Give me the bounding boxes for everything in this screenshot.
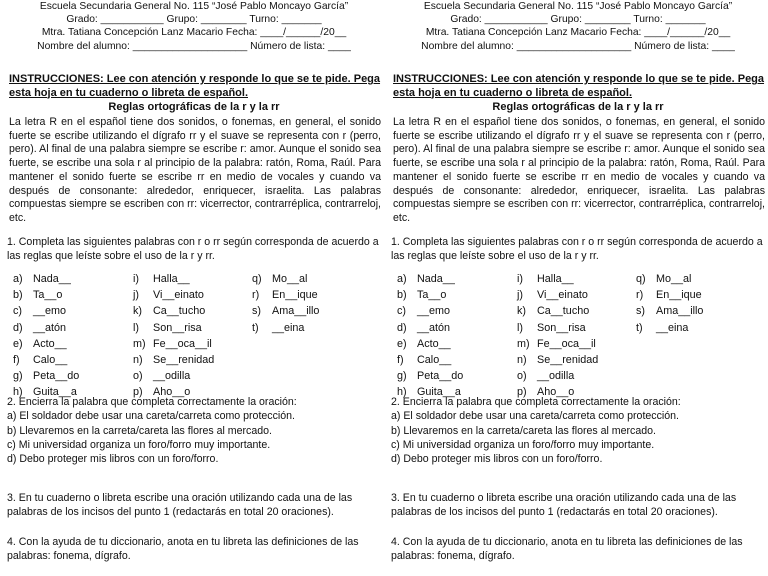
word-item-letter: o) <box>517 370 527 383</box>
grade-line: Grado: ___________ Grupo: ________ Turno: _______ <box>66 14 322 26</box>
question-2 <box>7 395 381 466</box>
word-item <box>636 287 703 303</box>
word-item-letter: s) <box>252 305 261 318</box>
word-item-letter: k) <box>517 305 526 318</box>
teacher-line: Mtra. Tatiana Concepción Lanz Macario Fecha: ____/______/20__ <box>425 27 731 39</box>
question-2 <box>391 395 765 466</box>
section-title: Reglas ortográficas de la r y la rr <box>108 101 280 113</box>
word-item-text: __eina <box>272 321 305 334</box>
word-item-text: __emo <box>417 305 451 318</box>
word-item <box>133 336 214 352</box>
word-item-letter: q) <box>252 273 262 285</box>
header <box>7 0 381 53</box>
word-item-letter: e) <box>13 337 23 350</box>
word-item-text: Ca__tucho <box>537 305 590 318</box>
word-item-text: Se__renidad <box>153 353 215 366</box>
word-item <box>133 320 214 336</box>
word-item-text: __emo <box>33 305 67 318</box>
word-item <box>397 271 463 287</box>
question-2-item: a) El soldador debe usar una careta/carreta como protección. <box>391 410 679 423</box>
word-item <box>397 320 463 336</box>
word-item <box>13 287 79 303</box>
word-item <box>517 287 598 303</box>
word-item-letter: f) <box>397 353 404 366</box>
word-column <box>397 271 463 399</box>
question-1: 1. Completa las siguientes palabras con r o rr según corresponda de acuerdo a las reglas que leíste sobre el uso de la r y rr. <box>391 236 763 262</box>
word-item <box>517 336 598 352</box>
word-item <box>133 287 214 303</box>
word-item <box>636 320 703 336</box>
word-column <box>252 271 319 336</box>
word-column <box>13 271 79 399</box>
word-item-text: Son__risa <box>153 321 202 334</box>
question-4: 4. Con la ayuda de tu diccionario, anota en tu libreta las definiciones de las palabras: fonema, dígrafo. <box>7 536 359 562</box>
word-item-text: Aho__o <box>153 386 191 399</box>
word-item-letter: j) <box>133 289 139 302</box>
word-item <box>133 368 214 384</box>
word-item-letter: n) <box>133 353 143 366</box>
word-item-text: Ta__o <box>417 289 447 302</box>
word-item-text: Ta__o <box>33 289 63 302</box>
word-item-text: Fe__oca__il <box>537 337 596 350</box>
word-item-text: Halla__ <box>537 273 574 285</box>
word-item-letter: k) <box>133 305 142 318</box>
word-column <box>517 271 598 399</box>
word-item-text: Son__risa <box>537 321 586 334</box>
question-2-prompt: 2. Encierra la palabra que completa correctamente la oración: <box>391 396 681 408</box>
word-list <box>391 271 765 399</box>
word-item <box>13 303 79 319</box>
word-item-text: Ca__tucho <box>153 305 206 318</box>
grade-line: Grado: ___________ Grupo: ________ Turno: _______ <box>450 14 706 26</box>
word-item <box>13 352 79 368</box>
instructions: INSTRUCCIONES: Lee con atención y responde lo que se te pide. Pega esta hoja en tu cuaderno o libreta de español. <box>393 73 765 99</box>
word-item-letter: h) <box>397 386 407 399</box>
word-item <box>517 303 598 319</box>
word-item-letter: o) <box>133 370 143 383</box>
word-item-text: Nada__ <box>33 273 71 285</box>
word-item-text: Halla__ <box>153 273 190 285</box>
word-item-letter: a) <box>397 273 407 285</box>
word-item <box>13 320 79 336</box>
word-item-text: Nada__ <box>417 273 455 285</box>
word-item-text: Mo__al <box>272 273 308 285</box>
student-name-line: Nombre del alumno: ____________________ Número de lista: ____ <box>421 40 735 52</box>
question-2-item: d) Debo proteger mis libros con un foro/forro. <box>391 453 603 466</box>
question-1: 1. Completa las siguientes palabras con r o rr según corresponda de acuerdo a las reglas que leíste sobre el uso de la r y rr. <box>7 236 379 262</box>
question-4: 4. Con la ayuda de tu diccionario, anota en tu libreta las definiciones de las palabras: fonema, dígrafo. <box>391 536 743 562</box>
question-2-item: a) El soldador debe usar una careta/carreta como protección. <box>7 410 295 423</box>
word-item <box>397 368 463 384</box>
word-item-letter: p) <box>133 386 143 399</box>
word-item <box>13 271 79 287</box>
word-item-text: Calo__ <box>33 353 68 366</box>
header <box>391 0 765 53</box>
question-2-item: c) Mi universidad organiza un foro/forro muy importante. <box>7 438 271 451</box>
word-item <box>133 352 214 368</box>
word-item-text: Vi__einato <box>537 289 588 302</box>
word-item-letter: h) <box>13 386 23 399</box>
word-item <box>252 287 319 303</box>
word-item <box>397 287 463 303</box>
word-item <box>252 271 319 287</box>
word-item-text: Vi__einato <box>153 289 204 302</box>
word-item <box>517 271 598 287</box>
school-name: Escuela Secundaria General No. 115 “José Pablo Moncayo García” <box>423 1 733 12</box>
word-item-letter: i) <box>517 273 523 285</box>
question-2-item: b) Llevaremos en la carreta/careta las flores al mercado. <box>391 424 656 437</box>
word-list <box>7 271 381 399</box>
word-item <box>636 271 703 287</box>
word-item-letter: b) <box>13 289 23 302</box>
word-item <box>13 368 79 384</box>
word-item-letter: g) <box>13 370 23 383</box>
word-item-letter: d) <box>397 321 407 334</box>
word-item <box>397 336 463 352</box>
word-item <box>133 271 214 287</box>
word-item-text: Peta__do <box>417 370 464 383</box>
word-item <box>517 320 598 336</box>
word-item-text: Aho__o <box>537 386 575 399</box>
word-item <box>517 368 598 384</box>
word-item-letter: g) <box>397 370 407 383</box>
word-item-letter: c) <box>13 305 22 318</box>
word-item-text: __odilla <box>153 370 191 383</box>
word-item-letter: a) <box>13 273 23 285</box>
word-item-text: Acto__ <box>33 337 67 350</box>
question-2-item: d) Debo proteger mis libros con un foro/forro. <box>7 453 219 466</box>
word-item-letter: l) <box>517 321 523 334</box>
word-item-letter: m) <box>517 337 530 350</box>
word-item-letter: p) <box>517 386 527 399</box>
word-item-text: Ama__illo <box>272 305 320 318</box>
word-item-letter: q) <box>636 273 646 285</box>
question-2-prompt: 2. Encierra la palabra que completa correctamente la oración: <box>7 396 297 408</box>
word-item <box>13 336 79 352</box>
word-item-letter: d) <box>13 321 23 334</box>
word-item-text: Guita__a <box>417 386 461 399</box>
word-item-text: Se__renidad <box>537 353 599 366</box>
word-item-letter: r) <box>636 289 644 302</box>
word-item-letter: j) <box>517 289 523 302</box>
word-column <box>133 271 214 399</box>
question-3: 3. En tu cuaderno o libreta escribe una oración utilizando cada una de las palabras de los incisos del punto 1 (redactarás en total 20 oraciones). <box>7 492 353 518</box>
word-item <box>397 303 463 319</box>
word-item-letter: m) <box>133 337 146 350</box>
word-item-letter: l) <box>133 321 139 334</box>
word-item <box>397 352 463 368</box>
word-item-letter: s) <box>636 305 645 318</box>
word-item-text: Calo__ <box>417 353 452 366</box>
instructions: INSTRUCCIONES: Lee con atención y responde lo que se te pide. Pega esta hoja en tu cuaderno o libreta de español. <box>9 73 381 99</box>
word-item <box>636 303 703 319</box>
word-item-letter: c) <box>397 305 406 318</box>
word-item <box>133 303 214 319</box>
word-item-letter: n) <box>517 353 527 366</box>
rules-paragraph: La letra R en el español tiene dos sonidos, o fonemas, en general, el sonido fuerte se escribe utilizando el dígrafo rr y el suave se representa con r (perro, pero). Al final de una palabra siempre se escribe r: amor. Aunque el sonido sea fuerte, se escribe una sola r al principio de la palabra: ratón, Roma, Raúl. Para mantener el sonido fuerte se escribe rr en medio de vocales y cuando va después de consonante: alrededor, enriquecer, israelita. Las palabras compuestas siempre se escriben con rr: vicerrector, contrarréplica, contrarreloj, etc. <box>393 116 765 224</box>
word-item-letter: f) <box>13 353 20 366</box>
word-column <box>636 271 703 336</box>
word-item <box>517 352 598 368</box>
section-title: Reglas ortográficas de la r y la rr <box>492 101 664 113</box>
teacher-line: Mtra. Tatiana Concepción Lanz Macario Fecha: ____/______/20__ <box>41 27 347 39</box>
question-2-item: b) Llevaremos en la carreta/careta las flores al mercado. <box>7 424 272 437</box>
school-name: Escuela Secundaria General No. 115 “José Pablo Moncayo García” <box>39 1 349 12</box>
word-item-letter: r) <box>252 289 260 302</box>
worksheet-left <box>7 0 381 576</box>
word-item <box>252 320 319 336</box>
word-item-text: Fe__oca__il <box>153 337 212 350</box>
word-item-text: Guita__a <box>33 386 77 399</box>
student-name-line: Nombre del alumno: ____________________ Número de lista: ____ <box>37 40 351 52</box>
word-item-text: __eina <box>656 321 689 334</box>
word-item-text: En__ique <box>272 289 318 302</box>
word-item-letter: t) <box>252 321 259 334</box>
word-item-text: Mo__al <box>656 273 692 285</box>
word-item-text: __atón <box>417 321 451 334</box>
question-3: 3. En tu cuaderno o libreta escribe una oración utilizando cada una de las palabras de los incisos del punto 1 (redactarás en total 20 oraciones). <box>391 492 737 518</box>
word-item-letter: b) <box>397 289 407 302</box>
word-item-text: Acto__ <box>417 337 451 350</box>
word-item-text: __atón <box>33 321 67 334</box>
word-item-text: En__ique <box>656 289 702 302</box>
rules-paragraph: La letra R en el español tiene dos sonidos, o fonemas, en general, el sonido fuerte se escribe utilizando el dígrafo rr y el suave se representa con r (perro, pero). Al final de una palabra siempre se escribe r: amor. Aunque el sonido sea fuerte, se escribe una sola r al principio de la palabra: ratón, Roma, Raúl. Para mantener el sonido fuerte se escribe rr en medio de vocales y cuando va después de consonante: alrededor, enriquecer, israelita. Las palabras compuestas siempre se escriben con rr: vicerrector, contrarréplica, contrarreloj, etc. <box>9 116 381 224</box>
word-item-text: Ama__illo <box>656 305 704 318</box>
question-2-item: c) Mi universidad organiza un foro/forro muy importante. <box>391 438 655 451</box>
word-item-text: Peta__do <box>33 370 80 383</box>
worksheet-right <box>391 0 765 576</box>
word-item <box>252 303 319 319</box>
word-item-text: __odilla <box>537 370 575 383</box>
word-item-letter: t) <box>636 321 643 334</box>
word-item-letter: e) <box>397 337 407 350</box>
word-item-letter: i) <box>133 273 139 285</box>
